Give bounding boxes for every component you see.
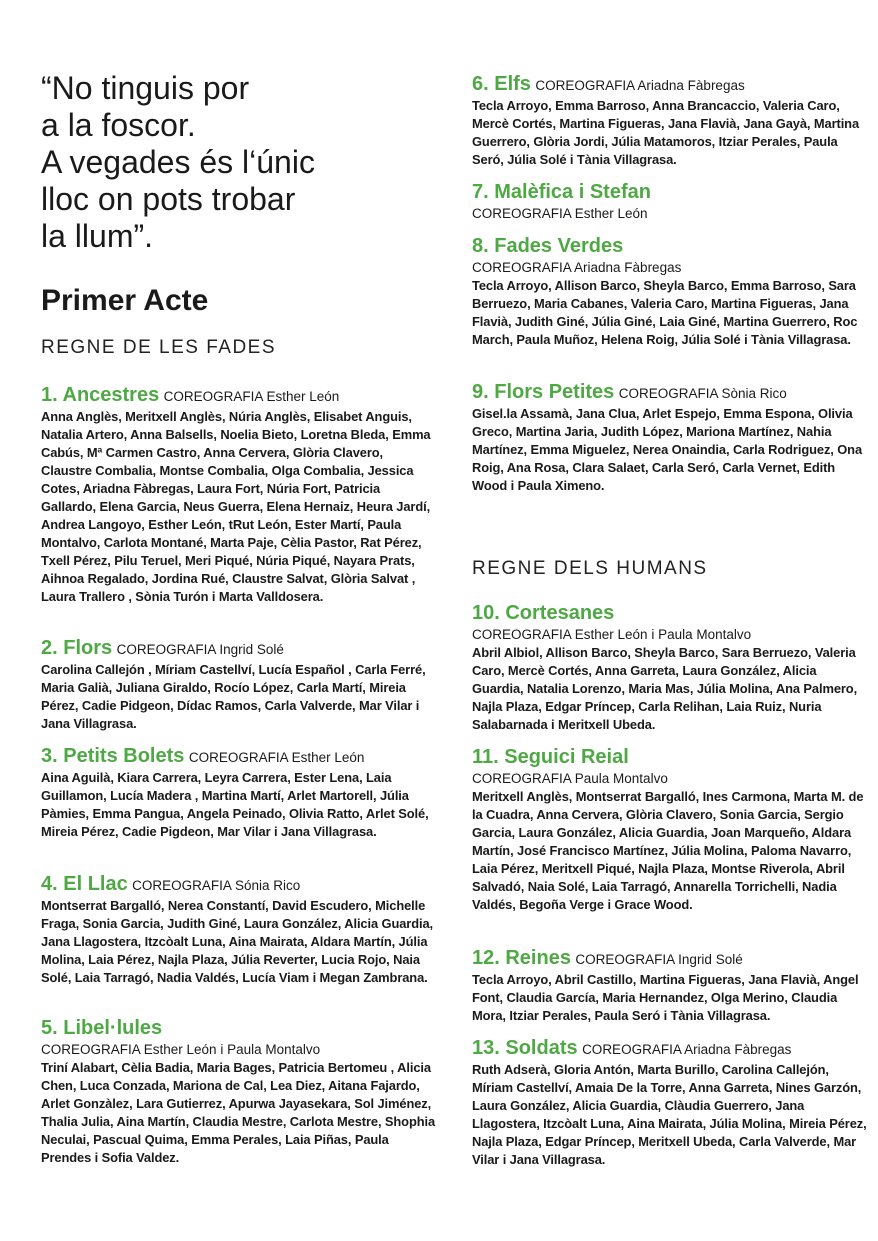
section-title: 12. Reines xyxy=(472,947,571,969)
section-cortesanes xyxy=(472,602,867,734)
section-dancers: Ruth Adserà, Gloria Antón, Marta Burillo, Carolina Callejón, Míriam Castellví, Amaia De la Torre, Anna Garreta, Nines Garzón, Laura González, Alicia Guardia, Clàudia Guerrero, Jana Llagostera, Itzcòalt Luna, Aina Mairata, Júlia Molina, Mireia Pérez, Najla Plaza, Edgar Príncep, Meritxell Ubeda, Carla Valverde, Mar Vilar i Jana Villagrasa. xyxy=(472,1062,867,1167)
section-title: 2. Flors xyxy=(41,637,113,659)
section-choreography: COREOGRAFIA Esther León i Paula Montalvo xyxy=(472,627,752,642)
section-dancers: Carolina Callejón , Míriam Castellví, Lucía Español , Carla Ferré, Maria Galià, Juliana Giraldo, Rocío López, Carla Martí, Mireia Pérez, Cadie Pidgeon, Dídac Ramos, Carla Valverde, Mar Vilar i Jana Villagrasa. xyxy=(41,662,426,731)
section-title: 9. Flors Petites xyxy=(472,381,615,403)
section-dancers: Meritxell Anglès, Montserrat Bargalló, Ines Carmona, Marta M. de la Cuadra, Anna Cervera, Glòria Clavero, Sonia Garcia, Sergio Garcia, Laura González, Alicia Guardia, Joan Marqueño, Aldara Martín, José Francisco Martínez, Júlia Molina, Paloma Navarro, Laia Pérez, Meritxell Piqué, Najla Plaza, Montse Riverola, Abril Salvadó, Naia Solé, Laia Tarragó, Annarella Torrichelli, Nadia Valdés, Begoña Verge i Grace Wood. xyxy=(472,789,864,912)
section-fades-verdes xyxy=(472,235,867,349)
section-choreography: COREOGRAFIA Esther León i Paula Montalvo xyxy=(41,1042,321,1057)
section-title: 5. Libel·lules xyxy=(41,1017,163,1039)
opening-quote: “No tinguis por a la foscor. A vegades és l‘únic lloc on pots trobar la llum”. xyxy=(41,70,315,254)
section-choreography: COREOGRAFIA Ariadna Fàbregas xyxy=(582,1042,792,1057)
section-ancestres xyxy=(41,384,436,606)
section-title: 11. Seguici Reial xyxy=(472,746,629,768)
section-title: 13. Soldats xyxy=(472,1037,578,1059)
section-choreography: COREOGRAFIA Paula Montalvo xyxy=(472,771,668,786)
section-title: 1. Ancestres xyxy=(41,384,160,406)
section-dancers: Tecla Arroyo, Allison Barco, Sheyla Barco, Emma Barroso, Sara Berruezo, Maria Cabanes, Valeria Caro, Martina Figueras, Jana Flavià, Judith Giné, Júlia Giné, Laia Giné, Martina Guerrero, Roc March, Paula Muñoz, Helena Roig, Júlia Solé i Tània Villagrasa. xyxy=(472,278,858,347)
section-dancers: Aina Aguilà, Kiara Carrera, Leyra Carrera, Ester Lena, Laia Guillamon, Lucía Madera , Martina Martí, Arlet Martorell, Júlia Pàmies, Emma Pangua, Angela Peinado, Olivia Ratto, Arlet Solé, Mireia Pérez, Cadie Pigdeon, Mar Vilar i Jana Villagrasa. xyxy=(41,770,429,839)
section-soldats xyxy=(472,1037,867,1169)
section-choreography: COREOGRAFIA Ingrid Solé xyxy=(575,952,743,967)
section-choreography: COREOGRAFIA Ingrid Solé xyxy=(116,642,284,657)
section-choreography: COREOGRAFIA Esther León xyxy=(163,389,340,404)
section-choreography: COREOGRAFIA Sónia Rico xyxy=(132,878,301,893)
section-reines xyxy=(472,947,867,1025)
regne-humans-heading: REGNE DELS HUMANS xyxy=(472,558,708,579)
section-title: 6. Elfs xyxy=(472,73,531,95)
section-dancers: Triní Alabart, Cèlia Badia, Maria Bages, Patricia Bertomeu , Alicia Chen, Luca Conzada, Mariona de Cal, Lea Diez, Aitana Fajardo, Arlet Gonzàlez, Lara Gutierrez, Apurwa Jayasekara, Sol Jiménez, Thalia Julia, Aina Martín, Claudia Mestre, Carlota Mestre, Shophia Neculai, Pascual Quima, Emma Perales, Laia Piñas, Paula Prendes i Sofia Valdez. xyxy=(41,1060,436,1165)
section-dancers: Tecla Arroyo, Abril Castillo, Martina Figueras, Jana Flavià, Angel Font, Claudia García, Maria Hernandez, Olga Merino, Claudia Mora, Itziar Perales, Paula Seró i Tània Villagrasa. xyxy=(472,972,859,1023)
section-dancers: Montserrat Bargalló, Nerea Constantí, David Escudero, Michelle Fraga, Sonia Garcia, Judith Giné, Laura González, Alicia Guardia, Jana Llagostera, Itzcòalt Luna, Aina Mairata, Aldara Martín, Júlia Molina, Laia Pérez, Najla Plaza, Júlia Reverter, Lucia Rojo, Naia Solé, Laia Tarragó, Nadia Valdés, Lucía Viam i Megan Zambrana. xyxy=(41,898,434,985)
section-title: 7. Malèfica i Stefan xyxy=(472,181,651,203)
section-elfs xyxy=(472,73,867,169)
section-title: 8. Fades Verdes xyxy=(472,235,624,257)
section-choreography: COREOGRAFIA Sònia Rico xyxy=(618,386,787,401)
regne-fades-heading: REGNE DE LES FADES xyxy=(41,337,277,358)
section-choreography: COREOGRAFIA Esther León xyxy=(188,750,365,765)
section-el-llac xyxy=(41,873,436,987)
section-choreography: COREOGRAFIA Esther León xyxy=(472,206,648,221)
section-flors xyxy=(41,637,436,733)
section-title: 4. El Llac xyxy=(41,873,128,895)
section-malefica-stefan xyxy=(472,181,867,223)
section-dancers: Tecla Arroyo, Emma Barroso, Anna Brancaccio, Valeria Caro, Mercè Cortés, Martina Figueras, Jana Flavià, Jana Gayà, Martina Guerrero, Glòria Jordi, Júlia Matamoros, Itziar Perales, Paula Seró, Júlia Solé i Tània Villagrasa. xyxy=(472,98,860,167)
section-title: 10. Cortesanes xyxy=(472,602,615,624)
section-libellules xyxy=(41,1017,436,1167)
section-choreography: COREOGRAFIA Ariadna Fàbregas xyxy=(535,78,745,93)
section-petits-bolets xyxy=(41,745,436,841)
section-dancers: Gisel.la Assamà, Jana Clua, Arlet Espejo, Emma Espona, Olivia Greco, Martina Jaria, Judith López, Mariona Martínez, Nahia Martínez, Emma Miguelez, Nerea Onaindia, Carla Rodriguez, Ona Roig, Ana Rosa, Clara Salaet, Carla Seró, Carla Vernet, Edith Wood i Paula Ximeno. xyxy=(472,406,863,493)
section-title: 3. Petits Bolets xyxy=(41,745,185,767)
section-flors-petites xyxy=(472,381,867,495)
section-choreography: COREOGRAFIA Ariadna Fàbregas xyxy=(472,260,682,275)
section-dancers: Anna Anglès, Meritxell Anglès, Núria Anglès, Elisabet Anguis, Natalia Artero, Anna Balsells, Noelia Bieto, Loretna Bleda, Emma Cabús, Mª Carmen Castro, Anna Cervera, Glòria Clavero, Claustre Combalia, Montse Combalia, Olga Combalia, Jessica Cotes, Ariadna Fàbregas, Laura Fort, Núria Fort, Patricia Gallardo, Elena Garcia, Neus Guerra, Elena Hernaiz, Heura Jardí, Andrea Langoyo, Esther León, tRut León, Ester Martí, Paula Montalvo, Carlota Montané, Marta Paje, Cèlia Pastor, Rat Pérez, Txell Pérez, Pilu Teruel, Meri Piqué, Núria Piqué, Nayara Prats, Aihnoa Regalado, Jordina Rué, Claustre Salvat, Glòria Salvat , Laura Trallero , Sònia Turón i Marta Valldosera. xyxy=(41,409,431,604)
act-title: Primer Acte xyxy=(41,284,209,317)
section-seguici-reial xyxy=(472,746,867,914)
section-dancers: Abril Albiol, Allison Barco, Sheyla Barco, Sara Berruezo, Valeria Caro, Mercè Cortés, Anna Garreta, Laura González, Alicia Guardia, Natalia Lorenzo, Maria Mas, Júlia Molina, Ana Palmero, Najla Plaza, Edgar Príncep, Carla Relihan, Laia Ruiz, Nuria Salabarnada i Meritxell Ubeda. xyxy=(472,645,858,732)
